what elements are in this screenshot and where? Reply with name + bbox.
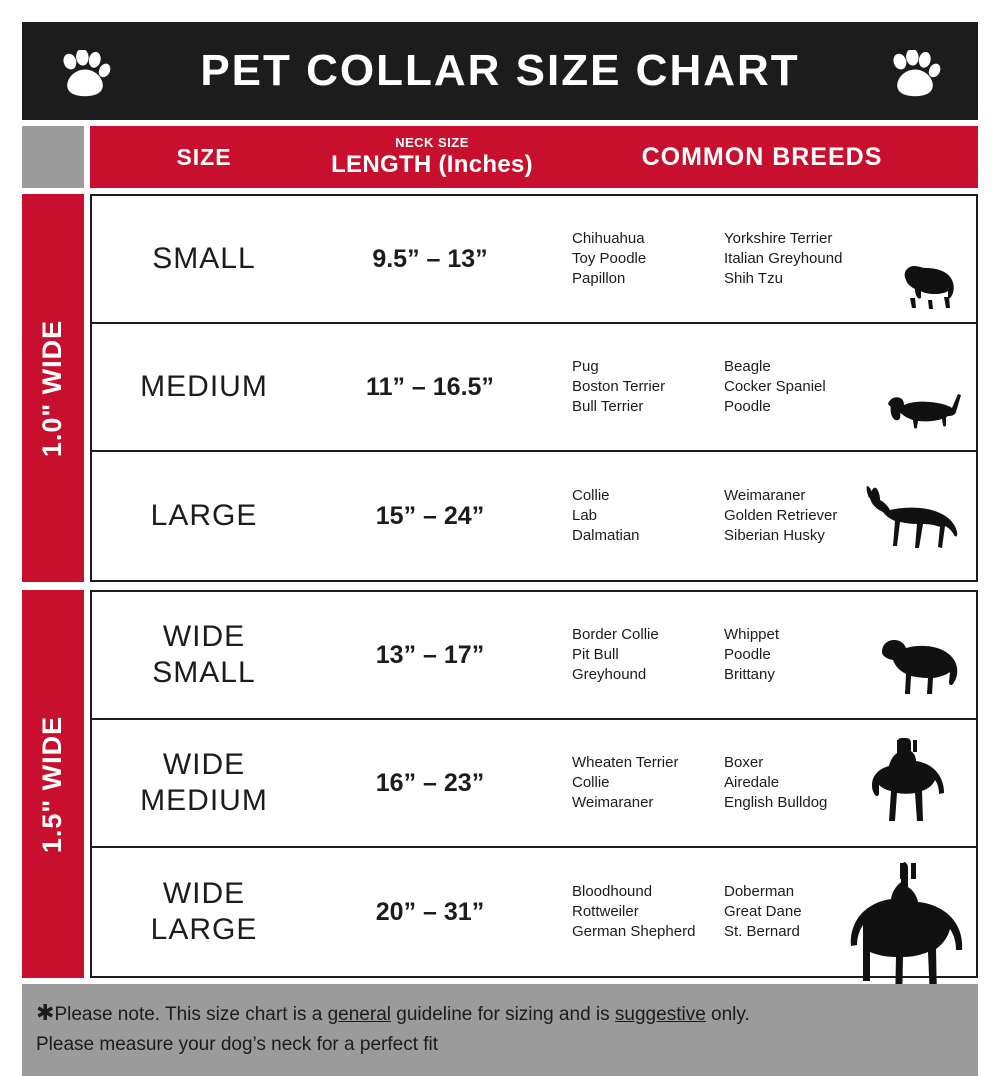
breed-item: Bull Terrier bbox=[572, 398, 644, 415]
breed-item: Brittany bbox=[724, 666, 775, 683]
doberman-silhouette bbox=[840, 860, 980, 998]
breed-item: Lab bbox=[572, 507, 598, 524]
breed-item: Border Collie bbox=[572, 626, 659, 643]
column-header-neck-size: NECK SIZE bbox=[395, 134, 469, 150]
row-size bbox=[92, 592, 316, 718]
row-length: 15” – 24” bbox=[375, 501, 485, 530]
group-1-0-wide bbox=[22, 194, 978, 582]
breed-item: Whippet bbox=[724, 626, 780, 643]
column-header-length-inches: LENGTH (Inches) bbox=[331, 150, 533, 178]
breed-item: Cocker Spaniel bbox=[724, 378, 826, 395]
breed-item: Doberman bbox=[724, 883, 795, 900]
breed-column-2 bbox=[724, 753, 827, 813]
table-row bbox=[92, 196, 976, 324]
row-size: MEDIUM bbox=[140, 370, 268, 403]
breed-column-2 bbox=[724, 625, 779, 685]
breed-item: Italian Greyhound bbox=[724, 250, 843, 267]
bulldog-silhouette bbox=[868, 630, 968, 716]
group-label-1-5-wide bbox=[22, 590, 84, 978]
breed-item: Shih Tzu bbox=[724, 270, 783, 287]
table-row bbox=[92, 848, 976, 976]
row-size-line2: SMALL bbox=[152, 656, 256, 689]
breed-column-2 bbox=[724, 229, 842, 289]
breed-item: Chihuahua bbox=[572, 230, 645, 247]
boxer-dog-silhouette bbox=[858, 734, 968, 844]
breed-item: Toy Poodle bbox=[572, 250, 647, 267]
row-length: 11” – 16.5” bbox=[366, 372, 494, 401]
footer-text-a: Please note. This size chart is a bbox=[54, 1004, 328, 1025]
small-fluffy-dog-silhouette bbox=[888, 250, 968, 320]
breed-column-1 bbox=[572, 625, 724, 685]
row-size-line1: WIDE bbox=[162, 620, 246, 653]
footer-line-2: Please measure your dog’s neck for a perfect fit bbox=[36, 1034, 439, 1055]
breed-item: Collie bbox=[572, 487, 610, 504]
column-header-row bbox=[22, 126, 978, 188]
asterisk-icon: ✱ bbox=[36, 1000, 55, 1025]
column-header-size: SIZE bbox=[90, 126, 318, 188]
breed-column-1 bbox=[572, 882, 724, 942]
breed-item: Pug bbox=[572, 358, 599, 375]
breed-item: Boston Terrier bbox=[572, 378, 666, 395]
breed-item: Boxer bbox=[724, 754, 764, 771]
breed-column-2 bbox=[724, 486, 837, 546]
breed-column-1 bbox=[572, 486, 724, 546]
row-size bbox=[92, 848, 316, 976]
row-breeds bbox=[544, 592, 976, 718]
breed-column-2 bbox=[724, 357, 826, 417]
table-row bbox=[92, 592, 976, 720]
breed-item: Beagle bbox=[724, 358, 771, 375]
table-row bbox=[92, 324, 976, 452]
row-size: LARGE bbox=[150, 499, 258, 532]
breed-column-1 bbox=[572, 753, 724, 813]
row-length: 16” – 23” bbox=[375, 768, 485, 797]
breed-item: Weimaraner bbox=[572, 794, 654, 811]
breed-item: Pit Bull bbox=[572, 646, 619, 663]
column-header-length bbox=[318, 126, 546, 188]
breed-item: Great Dane bbox=[724, 903, 802, 920]
breed-item: Rottweiler bbox=[572, 903, 639, 920]
chart-header bbox=[22, 22, 978, 120]
footer-text-b: guideline for sizing and is bbox=[391, 1004, 615, 1025]
breed-item: Poodle bbox=[724, 646, 771, 663]
breed-item: Greyhound bbox=[572, 666, 647, 683]
breed-item: Airedale bbox=[724, 774, 780, 791]
footer-text-c: only. bbox=[705, 1004, 750, 1025]
row-breeds bbox=[544, 452, 976, 580]
breed-item: Yorkshire Terrier bbox=[724, 230, 833, 247]
breed-column-1 bbox=[572, 229, 724, 289]
breed-item: Poodle bbox=[724, 398, 771, 415]
footer-underline-suggestive: suggestive bbox=[614, 1004, 706, 1025]
large-dog-silhouette bbox=[863, 482, 968, 578]
paw-print-icon bbox=[58, 50, 112, 98]
row-size-line1: WIDE bbox=[162, 877, 246, 910]
corner-cell bbox=[22, 126, 84, 188]
breed-item: Golden Retriever bbox=[724, 507, 838, 524]
column-header-breeds: COMMON BREEDS bbox=[546, 126, 978, 188]
breed-item: Papillon bbox=[572, 270, 626, 287]
breed-item: Siberian Husky bbox=[724, 527, 825, 544]
row-size-line1: WIDE bbox=[162, 748, 246, 781]
group-label-text: 1.0" WIDE bbox=[37, 319, 68, 457]
group-1-5-wide bbox=[22, 590, 978, 978]
row-length: 20” – 31” bbox=[375, 897, 485, 926]
footer-underline-general: general bbox=[327, 1004, 391, 1025]
row-size-line2: MEDIUM bbox=[140, 784, 268, 817]
breed-item: German Shepherd bbox=[572, 923, 696, 940]
row-breeds bbox=[544, 196, 976, 322]
row-size bbox=[92, 720, 316, 846]
breed-item: English Bulldog bbox=[724, 794, 828, 811]
row-breeds bbox=[544, 848, 976, 976]
breed-item: Weimaraner bbox=[724, 487, 806, 504]
group-label-text: 1.5" WIDE bbox=[37, 715, 68, 853]
group-label-1-0-wide bbox=[22, 194, 84, 582]
row-length: 13” – 17” bbox=[375, 640, 485, 669]
breed-column-1 bbox=[572, 357, 724, 417]
breed-item: Collie bbox=[572, 774, 610, 791]
row-size: SMALL bbox=[152, 242, 256, 275]
table-row bbox=[92, 452, 976, 580]
breed-item: Dalmatian bbox=[572, 527, 640, 544]
row-length: 9.5” – 13” bbox=[372, 244, 488, 273]
paw-print-icon bbox=[888, 50, 942, 98]
breed-column-2 bbox=[724, 882, 802, 942]
group-rows bbox=[90, 590, 978, 978]
footer-line-1 bbox=[36, 998, 962, 1030]
group-rows bbox=[90, 194, 978, 582]
row-size-line2: LARGE bbox=[150, 913, 258, 946]
beagle-dog-silhouette bbox=[878, 378, 968, 448]
footer-note bbox=[22, 984, 978, 1076]
chart-frame bbox=[22, 22, 978, 1055]
page-title: PET COLLAR SIZE CHART bbox=[200, 46, 800, 95]
breed-item: Wheaten Terrier bbox=[572, 754, 679, 771]
table-row bbox=[92, 720, 976, 848]
breed-item: St. Bernard bbox=[724, 923, 800, 940]
row-breeds bbox=[544, 324, 976, 450]
breed-item: Bloodhound bbox=[572, 883, 653, 900]
row-breeds bbox=[544, 720, 976, 846]
